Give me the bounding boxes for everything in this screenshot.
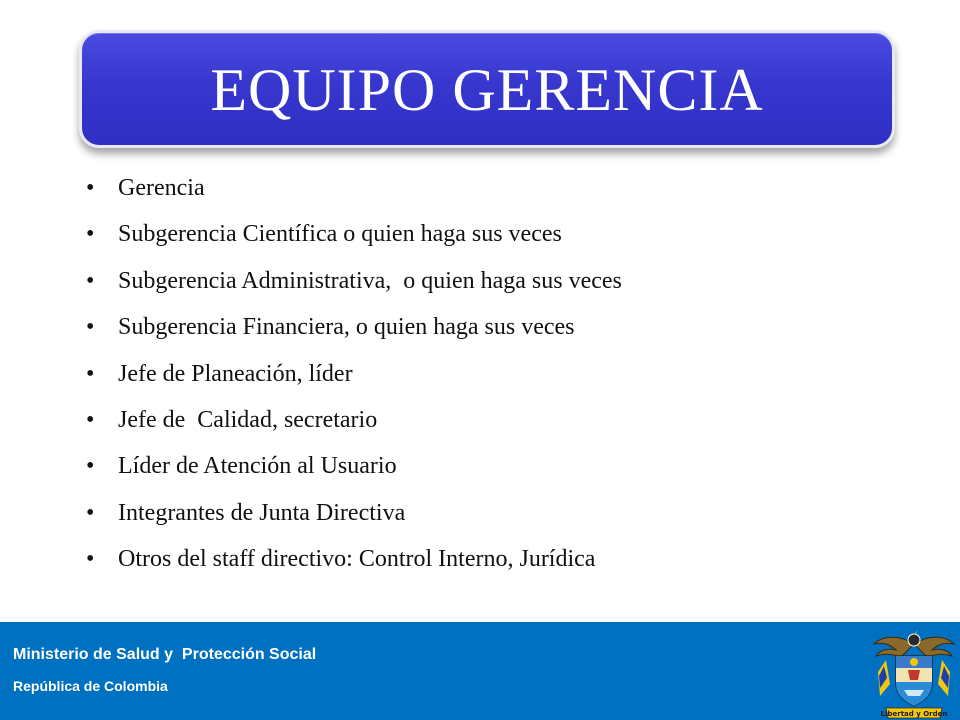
bullet-item [86, 261, 926, 307]
republic-name: República de Colombia [13, 678, 168, 694]
bullet-dot-icon: • [86, 453, 95, 480]
bullet-text: Subgerencia Financiera, o quien haga sus veces [118, 314, 575, 341]
bullet-dot-icon: • [86, 221, 95, 248]
bullet-text: Jefe de Calidad, secretario [118, 406, 378, 433]
bullet-item [86, 307, 926, 353]
bullet-dot-icon: • [86, 406, 95, 433]
ministry-name: Ministerio de Salud y Protección Social [13, 646, 317, 663]
bullet-dot-icon: • [86, 499, 95, 526]
emblem-motto: Libertad y Orden [880, 710, 948, 718]
bullet-list [86, 168, 926, 586]
bullet-text: Gerencia [118, 175, 205, 201]
bullet-text: Subgerencia Administrativa, o quien haga sus veces [118, 267, 622, 294]
bullet-item [86, 539, 926, 585]
bullet-item [86, 400, 926, 446]
bullet-text: Integrantes de Junta Directiva [118, 499, 406, 526]
bullet-dot-icon: • [86, 175, 95, 201]
bullet-item [86, 354, 926, 400]
bullet-item [86, 214, 926, 260]
bullet-item [86, 168, 926, 214]
slide-title: EQUIPO GERENCIA [210, 57, 764, 123]
title-banner [79, 30, 895, 148]
bullet-text: Subgerencia Científica o quien haga sus veces [118, 221, 562, 248]
bullet-dot-icon: • [86, 546, 95, 573]
bullet-text: Otros del staff directivo: Control Interno, Jurídica [118, 546, 596, 573]
bullet-text: Líder de Atención al Usuario [118, 453, 397, 480]
bullet-item [86, 446, 926, 492]
bullet-dot-icon: • [86, 360, 95, 387]
coat-of-arms-icon [868, 626, 960, 720]
bullet-dot-icon: • [86, 314, 95, 341]
footer-bar [0, 622, 960, 720]
bullet-item [86, 493, 926, 539]
bullet-dot-icon: • [86, 267, 95, 294]
bullet-text: Jefe de Planeación, líder [118, 360, 353, 387]
